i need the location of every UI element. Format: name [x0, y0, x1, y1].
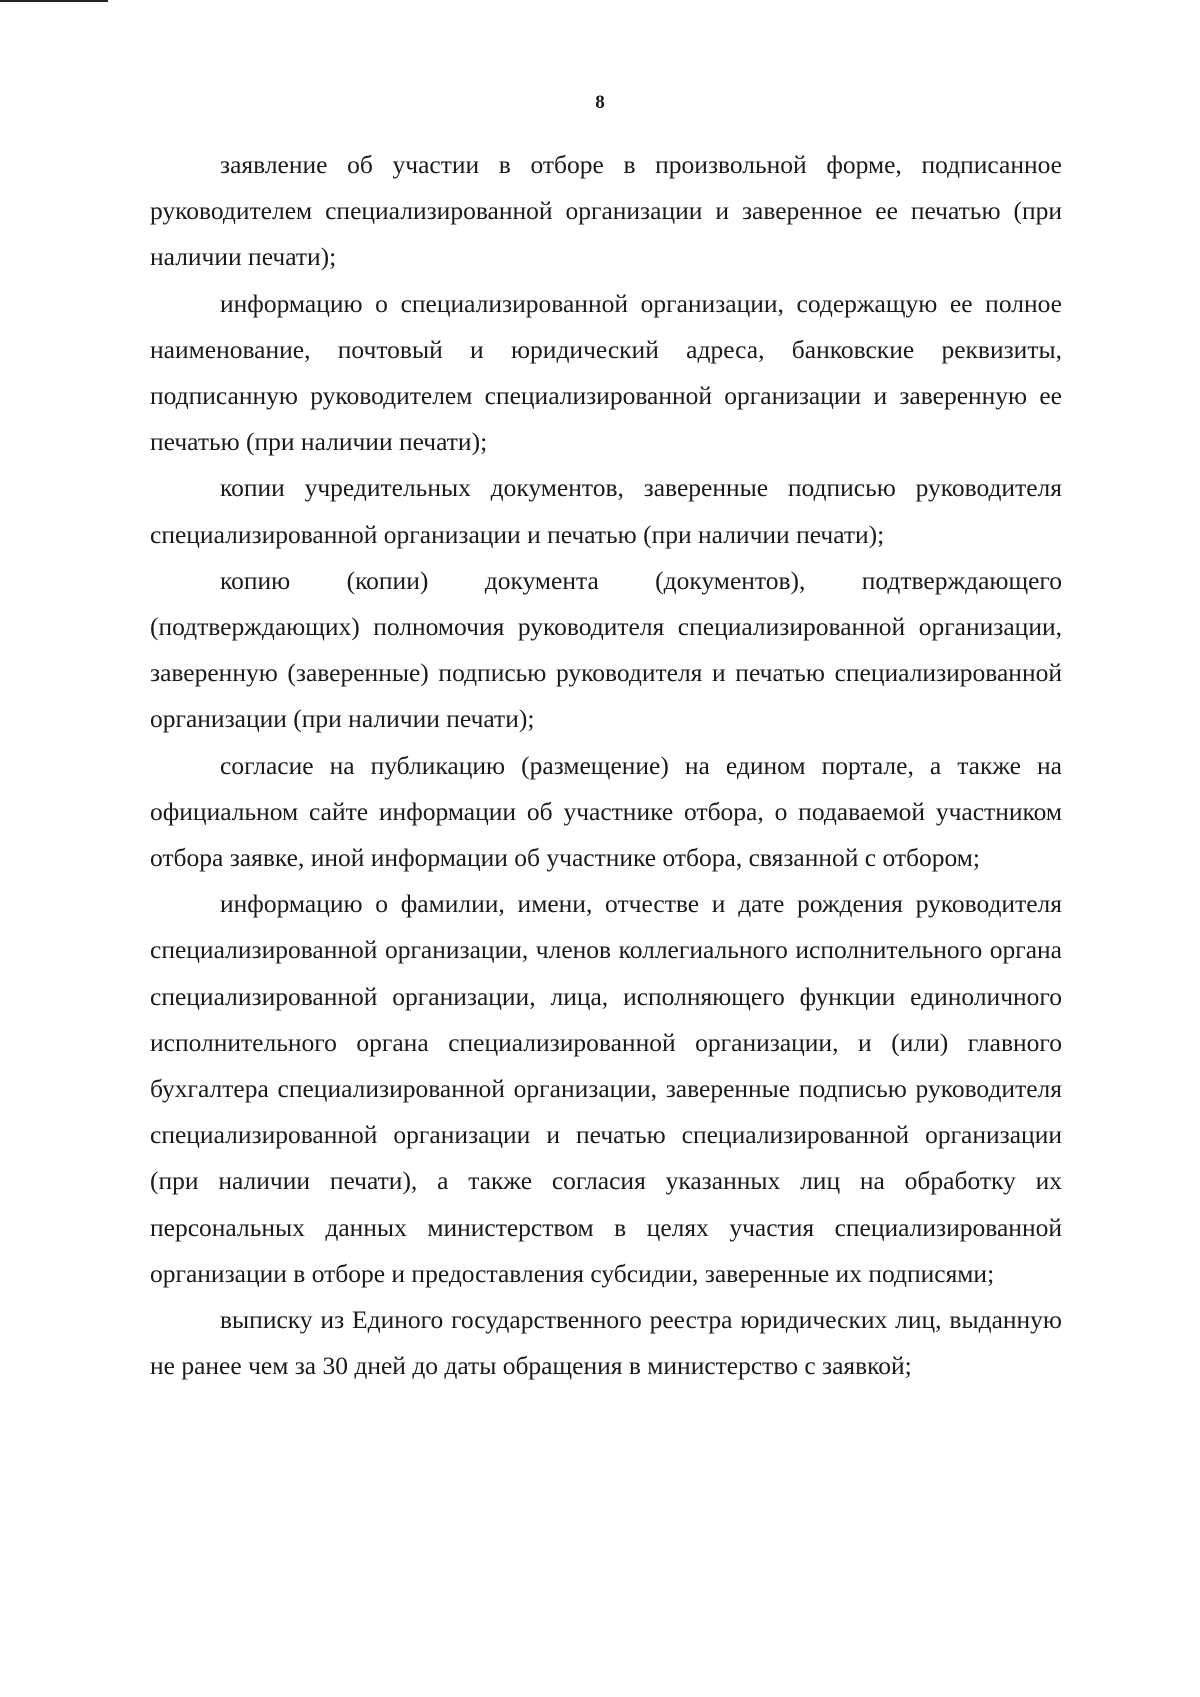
paragraph-publication-consent: согласие на публикацию (размещение) на едином портале, а также на официальном сайте информации об участнике отбора, о подаваемой участником отбора заявке, иной информации об участнике отбора, связанной с отбором;	[150, 750, 1062, 873]
paragraph-founding-documents: копии учредительных документов, заверенные подписью руководителя специализированной организации и печатью (при наличии печати);	[150, 473, 1062, 549]
paragraph-management-info: информацию о фамилии, имени, отчестве и дате рождения руководителя специализированной организации, членов коллегиального исполнительного органа специализированной организации, лица, исполняющего функции единоличного исполнительного органа специализированной организации, и (или) главного бухгалтера специализированной организации, заверенные подписью руководителя специализированной организации и печатью специализированной организации (при наличии печати), а также согласия указанных лиц на обработку их персональных данных министерством в целях участия специализированной организации в отборе и предоставления субсидии, заверенные их подписями;	[150, 889, 1062, 1288]
paragraph-registry-extract: выписку из Единого государственного реестра юридических лиц, выданную не ранее чем за 30 дней до даты обращения в министерство с заявкой;	[150, 1305, 1062, 1381]
paragraph-authority-documents: копию (копии) документа (документов), подтверждающего (подтверждающих) полномочия руководителя специализированной организации, заверенную (заверенные) подписью руководителя и печатью специализированной организации (при наличии печати);	[150, 565, 1062, 734]
document-body	[150, 142, 1062, 1389]
paragraph-organization-info: информацию о специализированной организации, содержащую ее полное наименование, почтовый и юридический адреса, банковские реквизиты, подписанную руководителем специализированной организации и заверенную ее печатью (при наличии печати);	[150, 288, 1062, 457]
paragraph-application-statement: заявление об участии в отборе в произвольной форме, подписанное руководителем специализированной организации и заверенное ее печатью (при наличии печати);	[150, 150, 1062, 272]
page-number: 8	[595, 92, 605, 113]
scan-corner-mark	[0, 0, 108, 2]
